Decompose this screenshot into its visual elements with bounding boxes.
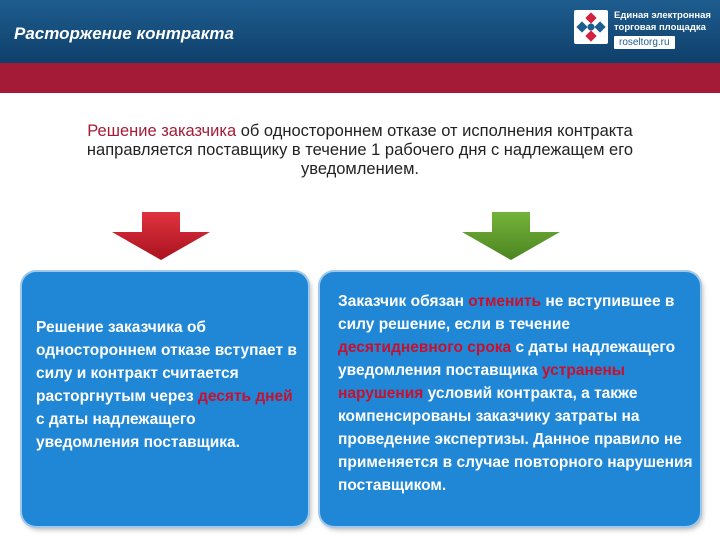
header-bar xyxy=(0,0,720,63)
card-decision-cancellation xyxy=(320,272,700,526)
card-right-part-3: с даты надлежащего уведомления поставщика xyxy=(338,339,676,379)
card-left-part-2: с даты надлежащего уведомления поставщика. xyxy=(36,411,240,451)
page-title: Расторжение контракта xyxy=(14,24,234,43)
logo-line-2: торговая площадка xyxy=(614,22,706,33)
card-contract-termination xyxy=(22,272,308,526)
red-band xyxy=(0,63,720,93)
card-right-highlight-3: устранены нарушения xyxy=(338,362,626,402)
intro-rest: об одностороннем отказе от исполнения контракта направляется поставщику в течение 1 рабочего дня с надлежащем его уведомлением. xyxy=(86,122,634,178)
logo-site-link[interactable]: roseltorg.ru xyxy=(614,36,675,49)
logo-line-1: Единая электронная xyxy=(614,10,711,21)
card-right-highlight-1: отменить xyxy=(468,293,542,310)
arrow-down-icon xyxy=(112,212,210,260)
card-left-highlight-1: десять дней xyxy=(197,388,293,405)
card-right-part-1: Заказчик обязан xyxy=(338,293,469,310)
intro-highlight: Решение заказчика xyxy=(87,122,237,140)
roseltorg-logo-icon xyxy=(574,10,608,44)
card-right-part-2: не вступившее в силу решение, если в течение xyxy=(338,293,675,333)
card-right-text xyxy=(338,290,694,497)
arrow-down-icon xyxy=(462,212,560,260)
card-right-highlight-2: десятидневного срока xyxy=(338,339,512,356)
intro-text xyxy=(40,122,680,179)
roseltorg-logo[interactable] xyxy=(574,8,714,58)
card-left-part-1: Решение заказчика об одностороннем отказе вступает в силу и контракт считается расторгнутым через xyxy=(36,319,297,405)
card-left-text xyxy=(36,316,300,454)
card-right-part-4: условий контракта, а также компенсированы заказчику затраты на проведение экспертизы. Данное правило не применяется в случае повторного нарушения поставщиком. xyxy=(338,385,693,494)
